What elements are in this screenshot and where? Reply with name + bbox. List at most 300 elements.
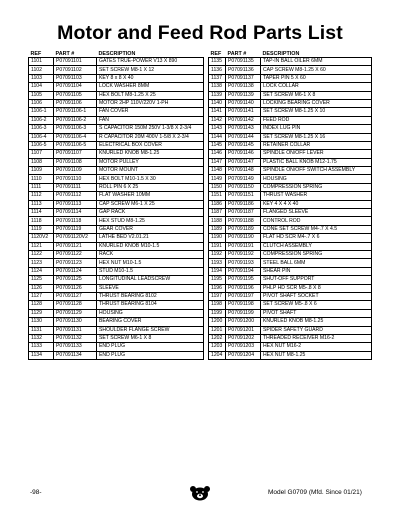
description-cell: SET SCREW M8-1 X 12 [97,66,204,74]
description-cell: GATES TRUE-POWER V13 X 890 [97,58,204,66]
description-cell: ELECTRICAL BOX COVER [97,141,204,149]
ref-cell: 1146 [209,150,226,158]
part-number-cell: P07091134 [54,351,97,359]
table-row [29,343,204,351]
ref-cell: 1112 [29,192,54,200]
ref-cell: 1200 [209,318,226,326]
description-cell: SET SCREW M6-1 X 8 [261,91,372,99]
table-row [29,108,204,116]
part-number-cell: P07091123 [54,259,97,267]
ref-cell: 1122 [29,250,54,258]
ref-cell: 1140 [209,99,226,107]
ref-cell: 1148 [209,167,226,175]
table-row [29,209,204,217]
table-row [209,167,372,175]
part-number-cell: P07091124 [54,267,97,275]
description-cell: CAP SCREW M8-1.25 X 60 [261,66,372,74]
col-header-part: PART # [226,48,261,58]
description-cell: SET SCREW M6-1 X 8 [97,334,204,342]
description-cell: END PLUG [97,343,204,351]
description-cell: KNURLED KNOB M10-1.5 [97,242,204,250]
table-row [209,116,372,124]
table-row [29,334,204,342]
description-cell: GEAR COVER [97,225,204,233]
ref-cell: 1150 [209,183,226,191]
description-cell: SET SCREW M8-1.25 X 10 [261,108,372,116]
ref-cell: 1186 [209,200,226,208]
table-row [29,217,204,225]
ref-cell: 1103 [29,74,54,82]
part-number-cell: P07091130 [54,318,97,326]
description-cell: TAPER PIN 5 X 60 [261,74,372,82]
description-cell: LOCKING BEARING COVER [261,99,372,107]
part-number-cell: P07091187 [226,209,261,217]
part-number-cell: P07091189 [226,225,261,233]
ref-cell: 1104 [29,83,54,91]
part-number-cell: P07091106-2 [54,116,97,124]
part-number-cell: P07091198 [226,301,261,309]
description-cell: SHUT-OFF SUPPORT [261,276,372,284]
description-cell: FLAT WASHER 10MM [97,192,204,200]
part-number-cell: P07091147 [226,158,261,166]
table-row [209,284,372,292]
parts-table-left [28,48,204,360]
part-number-cell: P07091195 [226,276,261,284]
description-cell: SET SCREW M5-.8 X 6 [261,301,372,309]
part-number-cell: P07091126 [54,284,97,292]
description-cell: LONGITUDINAL LEADSCREW [97,276,204,284]
table-row [209,141,372,149]
part-number-cell: P07091111 [54,183,97,191]
table-row [29,284,204,292]
part-number-cell: P07091106-3 [54,125,97,133]
ref-cell: 1198 [209,301,226,309]
part-number-cell: P07091192 [226,250,261,258]
description-cell: COMPRESSION SPRING [261,183,372,191]
ref-cell: 1120V2 [29,234,54,242]
ref-cell: 1188 [209,217,226,225]
description-cell: INDEX LUG PIN [261,125,372,133]
table-row [209,326,372,334]
ref-cell: 1194 [209,267,226,275]
ref-cell: 1119 [29,225,54,233]
part-number-cell: P07091191 [226,242,261,250]
table-row [209,242,372,250]
ref-cell: 1114 [29,209,54,217]
part-number-cell: P07091119 [54,225,97,233]
part-number-cell: P07091149 [226,175,261,183]
description-cell: SPINDLE ON/OFF LEVER [261,150,372,158]
part-number-cell: P07091113 [54,200,97,208]
table-row [209,175,372,183]
table-row [209,183,372,191]
ref-cell: 1105 [29,91,54,99]
description-cell: CONTROL ROD [261,217,372,225]
description-cell: MOTOR 2HP 110V/220V 1-PH [97,99,204,107]
table-row [209,225,372,233]
page-number: -98- [30,489,42,496]
part-number-cell: P07091106 [54,99,97,107]
part-number-cell: P07091203 [226,343,261,351]
col-header-description: DESCRIPTION [261,48,372,58]
parts-table-right [208,48,372,360]
table-row [209,209,372,217]
ref-cell: 1138 [209,83,226,91]
description-cell: SHEAR PIN [261,267,372,275]
ref-cell: 1147 [209,158,226,166]
part-number-cell: P07091105 [54,91,97,99]
table-row [29,200,204,208]
ref-cell: 1189 [209,225,226,233]
table-row [29,250,204,258]
description-cell: FAN [97,116,204,124]
table-row [209,309,372,317]
ref-cell: 1193 [209,259,226,267]
table-row [29,276,204,284]
part-number-cell: P07091146 [226,150,261,158]
description-cell: COMPRESSION SPRING [261,250,372,258]
part-number-cell: P07091131 [54,326,97,334]
table-row [209,192,372,200]
part-number-cell: P07091197 [226,292,261,300]
description-cell: KEY 4 X 4 X 40 [261,200,372,208]
ref-cell: 1149 [209,175,226,183]
model-info: Model G0709 (Mfd. Since 01/21) [268,489,362,496]
description-cell: PIVOT SHAFT [261,309,372,317]
table-row [29,225,204,233]
table-row [29,99,204,107]
col-header-ref: REF [29,48,54,58]
description-cell: HEX NUT M8-1.25 [261,351,372,359]
table-row [209,318,372,326]
part-number-cell: P07091129 [54,309,97,317]
part-number-cell: P07091122 [54,250,97,258]
part-number-cell: P07091204 [226,351,261,359]
part-number-cell: P07091137 [226,74,261,82]
description-cell: HEX NUT M10-1.5 [97,259,204,267]
description-cell: THREADED RECEIVER M16-2 [261,334,372,342]
table-row [29,292,204,300]
description-cell: THRUST WASHER [261,192,372,200]
description-cell: MOTOR MOUNT [97,167,204,175]
table-row [209,250,372,258]
part-number-cell: P07091103 [54,74,97,82]
ref-cell: 1113 [29,200,54,208]
table-row [209,83,372,91]
table-row [209,301,372,309]
part-number-cell: P07091109 [54,167,97,175]
part-number-cell: P07091106-5 [54,141,97,149]
ref-cell: 1133 [29,343,54,351]
ref-cell: 1106-1 [29,108,54,116]
ref-cell: 1129 [29,309,54,317]
part-number-cell: P07091186 [226,200,261,208]
table-row [29,326,204,334]
table-row [29,351,204,359]
table-row [29,58,204,66]
description-cell: RACK [97,250,204,258]
col-header-description: DESCRIPTION [97,48,204,58]
ref-cell: 1142 [209,116,226,124]
part-number-cell: P07091101 [54,58,97,66]
part-number-cell: P07091121 [54,242,97,250]
part-number-cell: P07091118 [54,217,97,225]
ref-cell: 1197 [209,292,226,300]
table-row [209,200,372,208]
description-cell: STEEL BALL 6MM [261,259,372,267]
table-row [29,141,204,149]
ref-cell: 1145 [209,141,226,149]
part-number-cell: P07091199 [226,309,261,317]
part-number-cell: P07091142 [226,116,261,124]
ref-cell: 1139 [209,91,226,99]
description-cell: HEX STUD M8-1.25 [97,217,204,225]
description-cell: HEX BOLT M8-1.25 X 25 [97,91,204,99]
description-cell: LOCK COLLAR [261,83,372,91]
table-row [29,91,204,99]
ref-cell: 1196 [209,284,226,292]
part-number-cell: P07091135 [226,58,261,66]
part-number-cell: P07091140 [226,99,261,107]
part-number-cell: P07091144 [226,133,261,141]
part-number-cell: P07091102 [54,66,97,74]
part-number-cell: P07091125 [54,276,97,284]
ref-cell: 1109 [29,167,54,175]
page-title: Motor and Feed Rod Parts List [57,22,343,44]
ref-cell: 1106-4 [29,133,54,141]
description-cell: END PLUG [97,351,204,359]
part-number-cell: P07091136 [226,66,261,74]
part-number-cell: P07091106-4 [54,133,97,141]
ref-cell: 1134 [29,351,54,359]
description-cell: KEY 8 x 8 X 40 [97,74,204,82]
description-cell: MOTOR PULLEY [97,158,204,166]
table-row [209,108,372,116]
ref-cell: 1108 [29,158,54,166]
table-row [29,158,204,166]
ref-cell: 1125 [29,276,54,284]
ref-cell: 1118 [29,217,54,225]
table-row [29,175,204,183]
ref-cell: 1137 [209,74,226,82]
table-row [209,91,372,99]
table-row [209,343,372,351]
ref-cell: 1144 [209,133,226,141]
description-cell: KNURLED KNOB M8-1.25 [261,318,372,326]
description-cell: SPINDLE ON/OFF SWITCH ASSEMBLY [261,167,372,175]
description-cell: SET SCREW M8-1.25 X 16 [261,133,372,141]
table-row [209,234,372,242]
description-cell: LATHE BED V2.01.21 [97,234,204,242]
ref-cell: 1190 [209,234,226,242]
ref-cell: 1106-3 [29,125,54,133]
part-number-cell: P07091110 [54,175,97,183]
ref-cell: 1126 [29,284,54,292]
table-row [209,276,372,284]
ref-cell: 1141 [209,108,226,116]
description-cell: FLAT HD SCR M4-.7 X 6 [261,234,372,242]
table-row [29,167,204,175]
part-number-cell: P07091106-1 [54,108,97,116]
ref-cell: 1106-5 [29,141,54,149]
description-cell: PLASTIC BALL KNOB M12-1.75 [261,158,372,166]
ref-cell: 1102 [29,66,54,74]
ref-cell: 1199 [209,309,226,317]
description-cell: GAP RACK [97,209,204,217]
description-cell: RETAINER COLLAR [261,141,372,149]
part-number-cell: P07091127 [54,292,97,300]
part-number-cell: P07091201 [226,326,261,334]
description-cell: PIVOT SHAFT SOCKET [261,292,372,300]
part-number-cell: P07091138 [226,83,261,91]
description-cell: CONE SET SCREW M4-.7 X 4.5 [261,225,372,233]
part-number-cell: P07091200 [226,318,261,326]
table-row [29,183,204,191]
ref-cell: 1202 [209,334,226,342]
bear-head-icon [189,485,211,501]
table-row [209,150,372,158]
description-cell: SPIDER SAFETY GUARD [261,326,372,334]
part-number-cell: P07091151 [226,192,261,200]
ref-cell: 1191 [209,242,226,250]
table-row [29,309,204,317]
table-row [29,66,204,74]
table-row [209,259,372,267]
table-row [209,125,372,133]
description-cell: CLUTCH ASSEMBLY [261,242,372,250]
description-cell: THRUST BEARING 8102 [97,292,204,300]
col-header-part: PART # [54,48,97,58]
part-number-cell: P07091114 [54,209,97,217]
part-number-cell: P07091143 [226,125,261,133]
ref-cell: 1201 [209,326,226,334]
ref-cell: 1124 [29,267,54,275]
ref-cell: 1187 [209,209,226,217]
description-cell: HOUSING [97,309,204,317]
ref-cell: 1132 [29,334,54,342]
table-row [209,66,372,74]
description-cell: THRUST BEARING 8104 [97,301,204,309]
description-cell: KNURLED KNOB M8-1.25 [97,150,204,158]
description-cell: HOUSING [261,175,372,183]
part-number-cell: P07091190 [226,234,261,242]
ref-cell: 1130 [29,318,54,326]
table-row [29,234,204,242]
ref-cell: 1203 [209,343,226,351]
ref-cell: 1128 [29,301,54,309]
part-number-cell: P07091104 [54,83,97,91]
ref-cell: 1135 [209,58,226,66]
description-cell: LOCK WASHER 8MM [97,83,204,91]
description-cell: FEED ROD [261,116,372,124]
part-number-cell: P07091141 [226,108,261,116]
part-number-cell: P07091108 [54,158,97,166]
table-row [209,58,372,66]
table-row [29,301,204,309]
table-row [29,192,204,200]
description-cell: SLEEVE [97,284,204,292]
table-row [29,259,204,267]
part-number-cell: P07091145 [226,141,261,149]
table-row [29,318,204,326]
part-number-cell: P07091193 [226,259,261,267]
part-number-cell: P07091202 [226,334,261,342]
description-cell: FLANGED SLEEVE [261,209,372,217]
table-row [29,125,204,133]
ref-cell: 1101 [29,58,54,66]
ref-cell: 1195 [209,276,226,284]
table-row [209,99,372,107]
part-number-cell: P07091107 [54,150,97,158]
table-row [209,217,372,225]
description-cell: PHLP HD SCR M5-.8 X 8 [261,284,372,292]
description-cell: S CAPACITOR 150M 250V 1-3/8 X 2-3/4 [97,125,204,133]
description-cell: HEX BOLT M10-1.5 X 30 [97,175,204,183]
ref-cell: 1136 [209,66,226,74]
part-number-cell: P07091188 [226,217,261,225]
table-row [209,267,372,275]
part-number-cell: P07091128 [54,301,97,309]
table-row [209,351,372,359]
table-row [29,83,204,91]
table-row [209,292,372,300]
ref-cell: 1111 [29,183,54,191]
part-number-cell: P07091139 [226,91,261,99]
ref-cell: 1121 [29,242,54,250]
part-number-cell: P07091196 [226,284,261,292]
ref-cell: 1106-2 [29,116,54,124]
table-row [29,116,204,124]
ref-cell: 1127 [29,292,54,300]
table-row [29,242,204,250]
table-row [29,150,204,158]
part-number-cell: P07091120V2 [54,234,97,242]
part-number-cell: P07091112 [54,192,97,200]
table-row [209,133,372,141]
description-cell: R CAPACITOR 20M 400V 1-5/8 X 2-3/4 [97,133,204,141]
part-number-cell: P07091132 [54,334,97,342]
col-header-ref: REF [209,48,226,58]
description-cell: TAP-IN BALL OILER 6MM [261,58,372,66]
table-row [29,133,204,141]
part-number-cell: P07091194 [226,267,261,275]
description-cell: HEX NUT M16-2 [261,343,372,351]
ref-cell: 1110 [29,175,54,183]
ref-cell: 1131 [29,326,54,334]
description-cell: BEARING COVER [97,318,204,326]
description-cell: STUD M10-1.5 [97,267,204,275]
ref-cell: 1192 [209,250,226,258]
ref-cell: 1106 [29,99,54,107]
table-row [209,334,372,342]
ref-cell: 1143 [209,125,226,133]
part-number-cell: P07091133 [54,343,97,351]
table-row [209,74,372,82]
description-cell: ROLL PIN 6 X 25 [97,183,204,191]
table-row [209,158,372,166]
part-number-cell: P07091148 [226,167,261,175]
table-row [29,74,204,82]
description-cell: SHOULDER FLANGE SCREW [97,326,204,334]
ref-cell: 1107 [29,150,54,158]
ref-cell: 1123 [29,259,54,267]
table-row [29,267,204,275]
description-cell: FAN COVER [97,108,204,116]
ref-cell: 1151 [209,192,226,200]
description-cell: CAP SCREW M6-1 X 25 [97,200,204,208]
part-number-cell: P07091150 [226,183,261,191]
ref-cell: 1204 [209,351,226,359]
